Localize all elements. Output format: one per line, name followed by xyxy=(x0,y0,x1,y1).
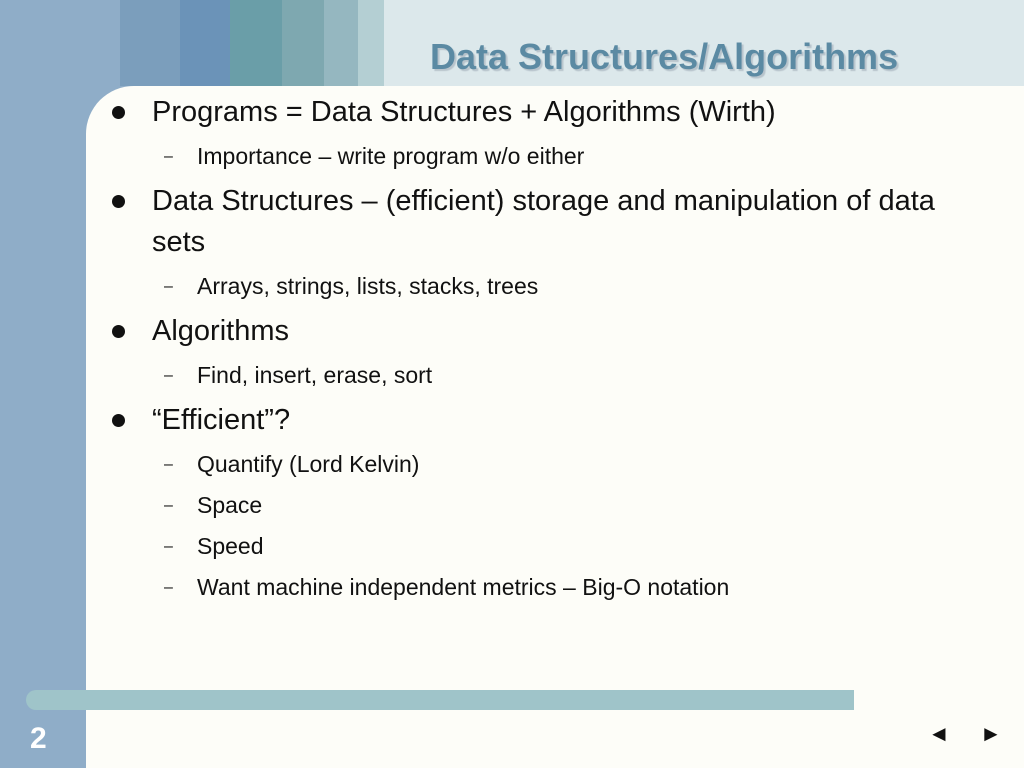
bullet-dot-icon xyxy=(112,325,125,338)
bullet-group xyxy=(112,181,992,301)
sub-bullet-item xyxy=(112,360,992,390)
sub-bullet-item xyxy=(112,531,992,561)
decor-stripe xyxy=(120,0,180,86)
dash-icon: – xyxy=(164,538,173,555)
bullet-group xyxy=(112,311,992,390)
page-number: 2 xyxy=(30,722,47,755)
slide-title: Data Structures/Algorithms xyxy=(430,36,899,77)
bullet-text: Data Structures – (efficient) storage and manipulation of data sets xyxy=(152,185,935,258)
next-slide-arrow-icon[interactable]: ► xyxy=(980,721,1002,746)
bullet-item xyxy=(112,181,992,263)
decor-stripe xyxy=(282,0,324,86)
left-decor-band xyxy=(0,0,86,768)
sub-bullet-text: Quantify (Lord Kelvin) xyxy=(197,451,420,477)
bullet-dot-icon xyxy=(112,414,125,427)
sub-bullet-text: Space xyxy=(197,492,263,518)
prev-slide-arrow-icon[interactable]: ◄ xyxy=(928,721,950,746)
sub-bullet-item xyxy=(112,572,992,602)
bullet-item xyxy=(112,311,992,352)
sub-bullet-text: Find, insert, erase, sort xyxy=(197,362,433,388)
bullet-list xyxy=(112,92,992,602)
bullet-text: Algorithms xyxy=(152,315,289,347)
dash-icon: – xyxy=(164,278,173,295)
sub-bullet-item xyxy=(112,490,992,520)
decor-stripe xyxy=(180,0,230,86)
bullet-text: “Efficient”? xyxy=(152,404,291,436)
dash-icon: – xyxy=(164,456,173,473)
bullet-dot-icon xyxy=(112,195,125,208)
decor-stripe xyxy=(358,0,384,86)
sub-bullet-text: Arrays, strings, lists, stacks, trees xyxy=(197,273,539,299)
bullet-item xyxy=(112,400,992,441)
bullet-text: Programs = Data Structures + Algorithms (Wirth) xyxy=(152,96,776,128)
sub-bullet-text: Speed xyxy=(197,533,264,559)
bullet-group xyxy=(112,92,992,171)
dash-icon: – xyxy=(164,497,173,514)
decor-stripe xyxy=(324,0,358,86)
sub-bullet-text: Want machine independent metrics – Big-O notation xyxy=(197,574,730,600)
dash-icon: – xyxy=(164,148,173,165)
sub-bullet-item xyxy=(112,141,992,171)
dash-icon: – xyxy=(164,579,173,596)
bullet-group xyxy=(112,400,992,602)
decor-stripe xyxy=(230,0,282,86)
bullet-dot-icon xyxy=(112,106,125,119)
bottom-decor-bar xyxy=(26,690,854,710)
sub-bullet-item xyxy=(112,271,992,301)
bullet-item xyxy=(112,92,992,133)
dash-icon: – xyxy=(164,367,173,384)
sub-bullet-item xyxy=(112,449,992,479)
sub-bullet-text: Importance – write program w/o either xyxy=(197,143,585,169)
